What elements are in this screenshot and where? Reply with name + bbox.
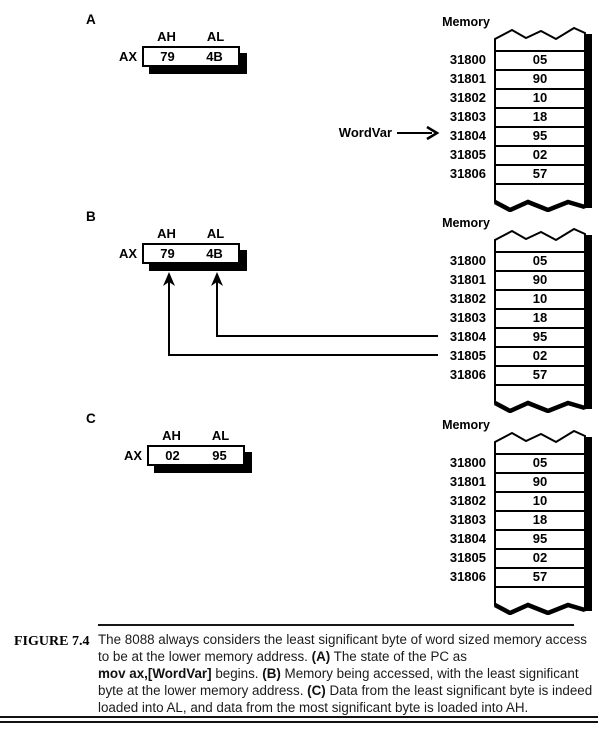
connector-31805-to-ah (163, 272, 438, 355)
memory-cell: 02 (496, 548, 584, 567)
address-label: 31804 (449, 531, 486, 546)
address-label: 31802 (449, 90, 486, 105)
address-label: 31801 (449, 71, 486, 86)
memory-cell: 95 (496, 126, 584, 145)
address-label: 31801 (449, 272, 486, 287)
register-name: AX (118, 246, 137, 261)
address-label: 31805 (449, 348, 486, 363)
register-cell-ah: 02 (165, 448, 180, 463)
memory-strip (494, 227, 586, 413)
torn-edge-top-icon (494, 429, 586, 453)
memory-blank-cell (496, 183, 584, 192)
memory-strip (494, 26, 586, 212)
section-label-c: C (86, 411, 96, 426)
memory-strip (494, 429, 586, 615)
address-label: 31803 (449, 109, 486, 124)
memory-strip-shadow (586, 235, 592, 409)
address-label: 31806 (449, 569, 486, 584)
address-label: 31806 (449, 367, 486, 382)
wordvar-label: WordVar (338, 125, 392, 140)
register-name: AX (123, 448, 142, 463)
memory-cell: 05 (496, 50, 584, 69)
register-box (147, 445, 245, 466)
memory-title: Memory (442, 216, 490, 230)
memory-cell: 10 (496, 289, 584, 308)
caption-segment-bold: (A) (311, 649, 331, 664)
address-label: 31806 (449, 166, 486, 181)
torn-edge-top-icon (494, 227, 586, 251)
address-label: 31800 (449, 253, 486, 268)
memory-cell: 95 (496, 529, 584, 548)
register-cell-al: 95 (212, 448, 227, 463)
caption-segment-bold: mov ax,[WordVar] (98, 666, 212, 681)
torn-edge-top-icon (494, 26, 586, 50)
caption-segment: The 8088 always considers the least significant byte of word sized memory access to be at the lower memory address. (98, 632, 587, 664)
memory-cell: 90 (496, 69, 584, 88)
memory-cell: 10 (496, 88, 584, 107)
caption-segment: Memory being accessed, with the least significant byte at the lower memory address. (98, 666, 579, 698)
address-label: 31804 (449, 128, 486, 143)
address-label: 31803 (449, 310, 486, 325)
memory-cell: 05 (496, 453, 584, 472)
reg-header-ah: AH (162, 428, 181, 443)
memory-cells (494, 453, 586, 595)
caption-segment-bold: (C) (307, 683, 326, 698)
memory-cell: 02 (496, 346, 584, 365)
memory-cell: 02 (496, 145, 584, 164)
memory-cell: 10 (496, 491, 584, 510)
address-label: 31802 (449, 291, 486, 306)
address-label: 31802 (449, 493, 486, 508)
reg-header-al: AL (211, 428, 230, 443)
memory-cell: 18 (496, 510, 584, 529)
connector-31804-to-al (211, 272, 438, 336)
register-cell-al: 4B (206, 49, 223, 64)
section-label-a: A (86, 12, 96, 27)
address-label: 31803 (449, 512, 486, 527)
memory-title: Memory (442, 418, 490, 432)
register-name: AX (118, 49, 137, 64)
address-label: 31800 (449, 52, 486, 67)
arrowhead-up-icon (211, 272, 223, 286)
memory-cell: 18 (496, 308, 584, 327)
memory-cell: 90 (496, 270, 584, 289)
memory-cells (494, 251, 586, 393)
reg-header-al: AL (206, 226, 225, 241)
memory-cells (494, 50, 586, 192)
bottom-double-rule (0, 716, 598, 723)
register-box (142, 243, 240, 264)
torn-edge-bottom-icon (494, 393, 586, 413)
arrowhead-up-icon (163, 272, 175, 286)
figure-number-label: FIGURE 7.4 (14, 634, 90, 649)
address-label: 31800 (449, 455, 486, 470)
caption-segment: Data from the least significant byte is indeed loaded into AL, and data from the most significant byte is loaded into AH. (98, 683, 593, 715)
memory-cell: 05 (496, 251, 584, 270)
memory-strip-shadow (586, 437, 592, 611)
memory-cell: 95 (496, 327, 584, 346)
caption-top-rule (98, 624, 574, 626)
section-label-b: B (86, 209, 96, 224)
memory-cell: 57 (496, 365, 584, 384)
memory-blank-cell (496, 586, 584, 595)
memory-strip-shadow (586, 34, 592, 208)
register-box (142, 46, 240, 67)
memory-cell: 57 (496, 164, 584, 183)
register-cell-ah: 79 (160, 246, 175, 261)
caption-segment-bold: (B) (262, 666, 281, 681)
memory-cell: 18 (496, 107, 584, 126)
address-label: 31801 (449, 474, 486, 489)
address-label: 31805 (449, 147, 486, 162)
address-label: 31804 (449, 329, 486, 344)
reg-header-ah: AH (157, 226, 176, 241)
memory-cell: 90 (496, 472, 584, 491)
memory-blank-cell (496, 384, 584, 393)
caption-segment: begins. (211, 666, 263, 681)
memory-title: Memory (442, 15, 490, 29)
register-cell-ah: 79 (160, 49, 175, 64)
reg-header-al: AL (206, 29, 225, 44)
caption-text (98, 631, 595, 716)
reg-header-ah: AH (157, 29, 176, 44)
caption-segment: The state of the PC as (330, 649, 467, 664)
memory-cell: 57 (496, 567, 584, 586)
register-cell-al: 4B (206, 246, 223, 261)
address-label: 31805 (449, 550, 486, 565)
torn-edge-bottom-icon (494, 192, 586, 212)
torn-edge-bottom-icon (494, 595, 586, 615)
